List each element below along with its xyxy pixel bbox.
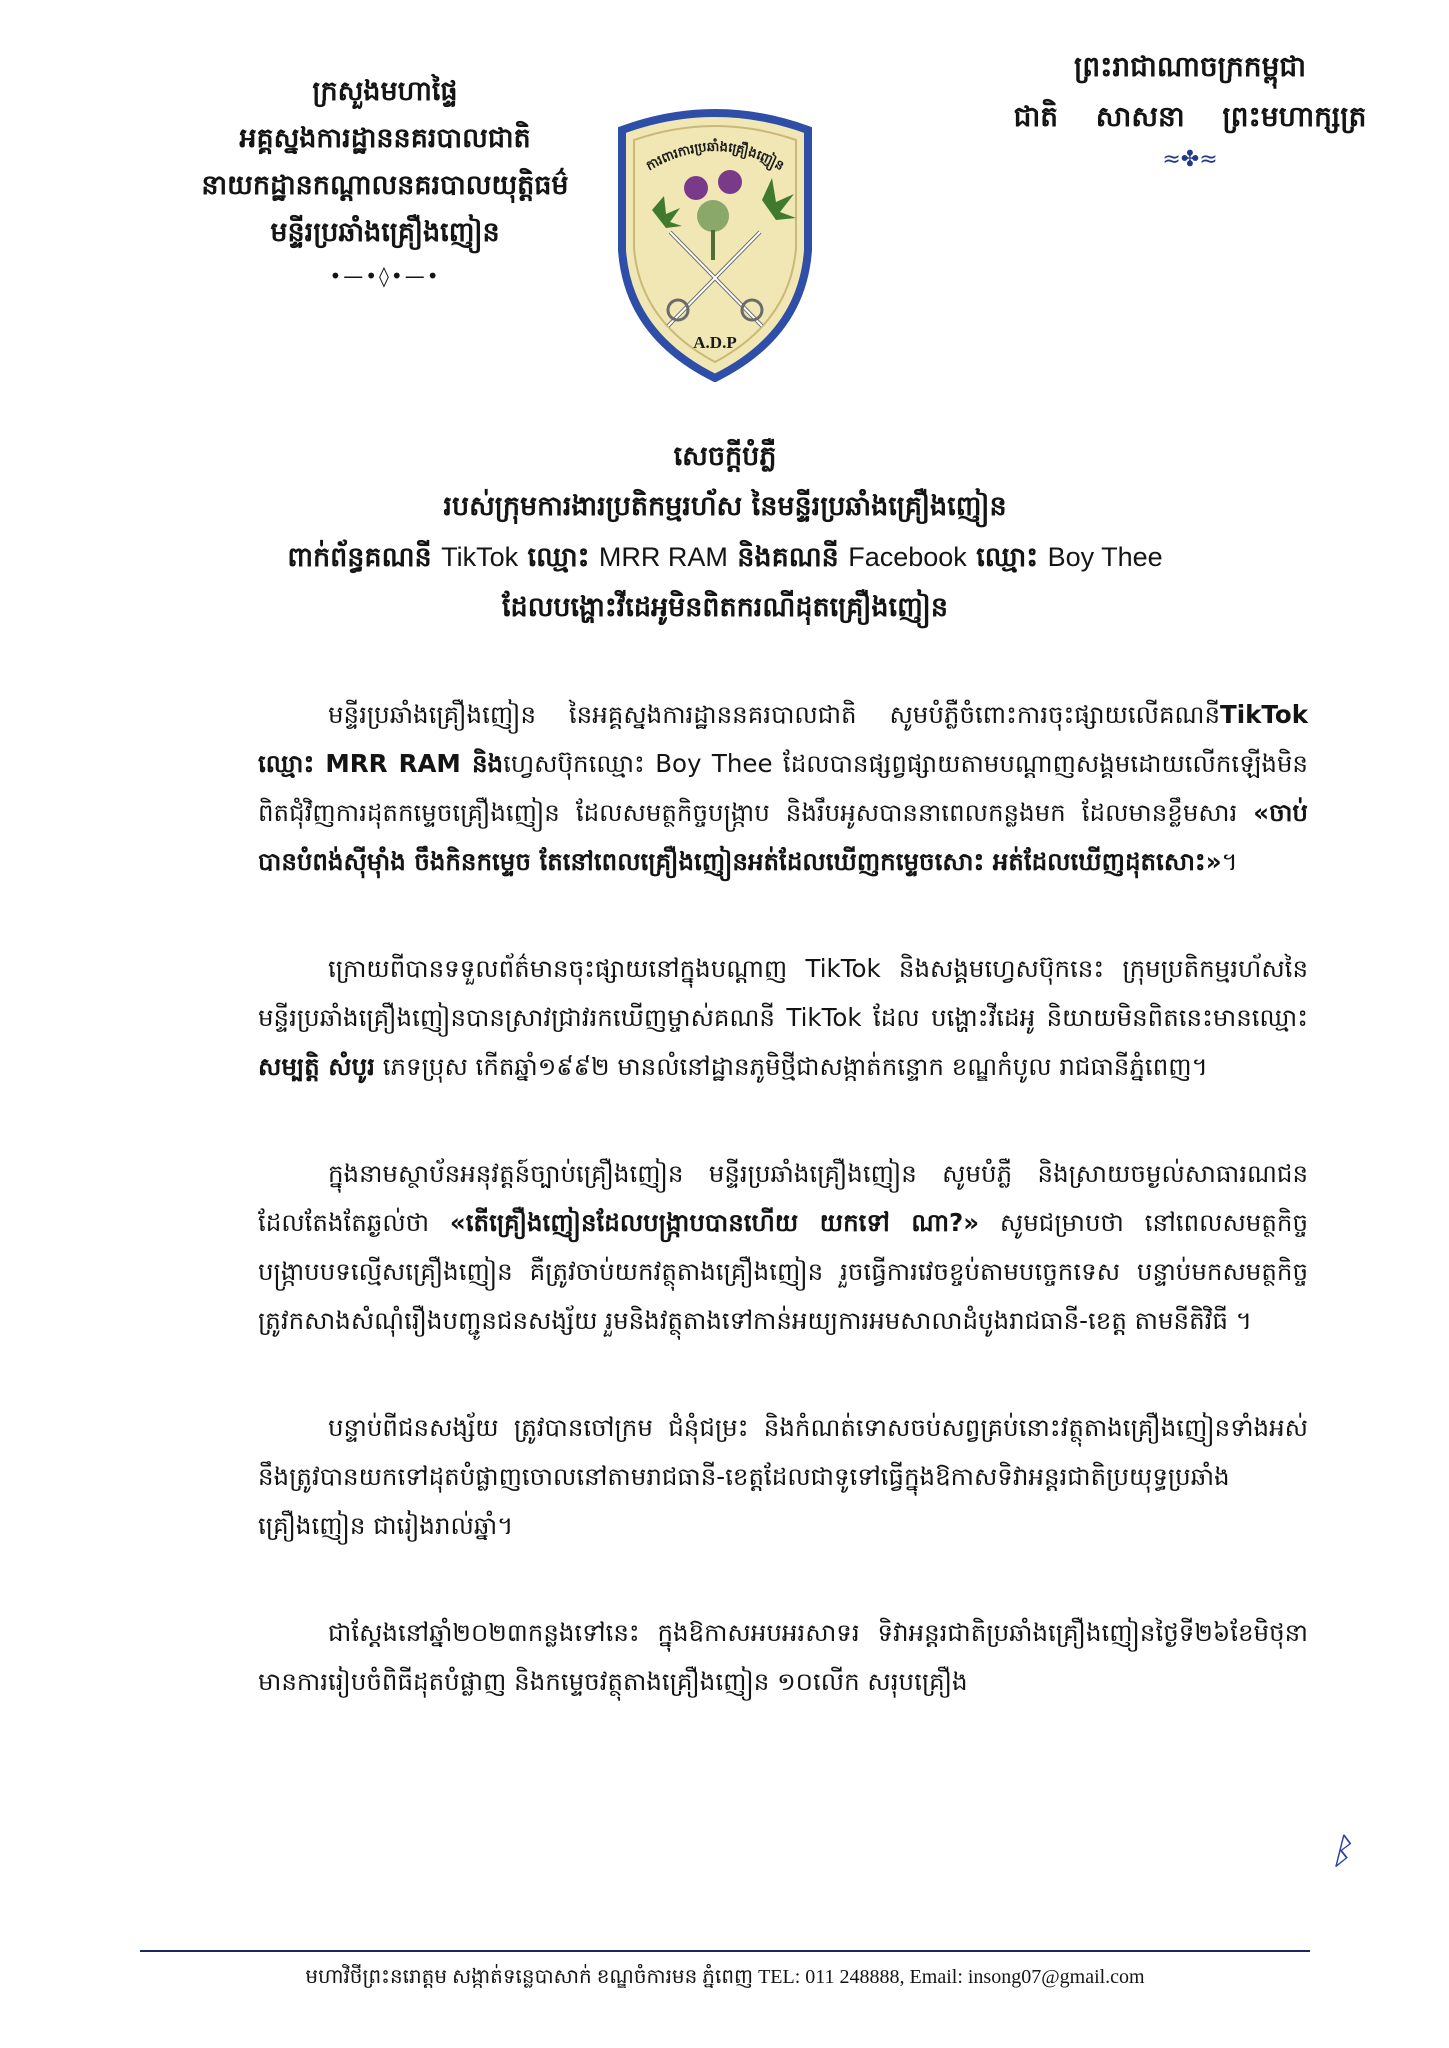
paragraph-text: ក្នុងនាមស្ថាប័នអនុវត្តន៍ច្បាប់គ្រឿងញៀន មន្ទីរប្រឆាំងគ្រឿងញៀន សូមបំភ្លឺ និងស្រាយចម្ងល់សាធារណជន ដែលតែងតែឆ្ងល់ថា <box>258 1159 1308 1237</box>
paragraph-text: ក្រោយពីបានទទួលព័ត៌មានចុះផ្សាយនៅក្នុងបណ្តាញ TikTok និងសង្គមហ្វេសប៊ុកនេះ ក្រុមប្រតិកម្មរហ័សនៃមន្ទីរប្រឆាំងគ្រឿងញៀនបានស្រាវជ្រាវរកឃើញម្ចាស់គណនី TikTok ដែល បង្ហោះវីដេអូ និយាយមិនពិតនេះមានឈ្មោះ <box>258 954 1308 1032</box>
statement-body <box>258 690 1308 1764</box>
title-line-3 <box>200 532 1250 583</box>
title-segment: ឈ្មោះ <box>527 542 590 573</box>
title-segment: និងគណនី <box>737 542 839 573</box>
paragraph-1 <box>258 690 1308 886</box>
ministry-header <box>170 68 600 296</box>
statement-title <box>200 432 1250 633</box>
title-segment-tiktok: TikTok <box>441 542 519 572</box>
quoted-claim: «ចាប់បានបំពង់ស៊ីម៉ាំង ចឹងកិនកម្ទេច តែនៅពេលគ្រឿងញៀនអត់ដែលឃើញកម្ទេចសោះ អត់ដែលឃើញដុតសោះ» <box>258 798 1308 876</box>
account-owner-name: សម្បត្តិ សំបូរ <box>258 1052 375 1081</box>
motto-king: ព្រះមហាក្សត្រ <box>1222 100 1367 133</box>
title-line-1: សេចក្តីបំភ្លឺ <box>673 441 777 472</box>
title-segment-mrr-ram: MRR RAM <box>598 542 728 572</box>
paragraph-4: បន្ទាប់ពីជនសង្ស័យ ត្រូវបានចៅក្រម ជំនុំជម្រះ និងកំណត់ទោសចប់សព្វគ្រប់នោះវត្ថុតាងគ្រឿងញៀនទាំងអស់ នឹងត្រូវបានយកទៅដុតបំផ្លាញចោលនៅតាមរាជធានី-ខេត្តដែលជាទូទៅធ្វើក្នុងឱកាសទិវាអន្តរជាតិប្រយុទ្ធប្រឆាំងគ្រឿងញៀន ជារៀងរាល់ឆ្នាំ។ <box>258 1413 1308 1540</box>
title-segment: ពាក់ព័ន្ធគណនី <box>287 542 432 573</box>
motto-nation: ជាតិ <box>1013 100 1059 133</box>
kingdom-header <box>970 42 1410 178</box>
paragraph-text: ភេទប្រុស កើតឆ្នាំ១៩៩២ មានលំនៅដ្ឋានភូមិថ្មីជាសង្កាត់កន្ទោក ខណ្ឌកំបូល រាជធានីភ្នំពេញ។ <box>374 1052 1208 1081</box>
paragraph-text: ហ្វេសប៊ុកឈ្មោះ Boy Thee ដែលបានផ្សព្វផ្សាយតាមបណ្តាញសង្គមដោយលើកឡើងមិនពិតជុំវិញការដុតកម្ទេចគ្រឿងញៀន ដែលសមត្ថកិច្ចបង្ក្រាប និងរឹបអូសបាននាពេលកន្លងមក ដែលមានខ្លឹមសារ <box>258 749 1308 827</box>
national-motto <box>970 92 1410 142</box>
kingdom-name: ព្រះរាជាណាចក្រកម្ពុជា <box>1073 50 1306 83</box>
adp-emblem-logo <box>612 100 818 382</box>
emblem-arc-text: ការពារការប្រឆាំងគ្រឿងញៀន <box>643 139 787 175</box>
paragraph-bold-text: TikTok ឈ្មោះ MRR RAM និង <box>258 700 1308 778</box>
paragraph-text: មន្ទីរប្រឆាំងគ្រឿងញៀន នៃអគ្គស្នងការដ្ឋាននគរបាលជាតិ សូមបំភ្លឺចំពោះការចុះផ្សាយលើគណនី <box>328 700 1220 729</box>
handwritten-initial: ᛒ <box>1330 1831 1352 1872</box>
public-question: «តើគ្រឿងញៀនដែលបង្ក្រាបបានហើយ យកទៅ ណា?» <box>449 1208 980 1237</box>
header-ornament-right: ≈✤≈ <box>1162 147 1218 172</box>
footer-address: មហាវិថីព្រះនរោត្តម សង្កាត់ទន្លេបាសាក់ ខណ្ឌចំការមន ភ្នំពេញ TEL: 011 248888, Email: insong07@gmail.com <box>305 1966 1145 1988</box>
paragraph-5: ជាស្តែងនៅឆ្នាំ២០២៣កន្លងទៅនេះ ក្នុងឱកាសអបអរសាទរ ទិវាអន្តរជាតិប្រឆាំងគ្រឿងញៀនថ្ងៃទី២៦ខែមិថុនា មានការរៀបចំពិធីដុតបំផ្លាញ និងកម្ទេចវត្ថុតាងគ្រឿងញៀន ១០លើក សរុបគ្រឿង <box>258 1618 1308 1696</box>
central-department-name: នាយកដ្ឋានកណ្តាលនគរបាលយុត្តិធម៌ <box>201 170 569 201</box>
header-ornament-left: •—•◊•—• <box>329 264 441 288</box>
title-segment-boy-thee: Boy Thee <box>1047 542 1163 572</box>
paragraph-3 <box>258 1149 1308 1345</box>
title-segment-facebook: Facebook <box>848 542 967 572</box>
paragraph-text: សូមជម្រាបថា នៅពេលសមត្ថកិច្ចបង្ក្រាបបទល្មើសគ្រឿងញៀន គឺត្រូវចាប់យកវត្ថុតាងគ្រឿងញៀន រួចធ្វើការវេចខ្ចប់តាមបច្ចេកទេស បន្ទាប់មកសមត្ថកិច្ចត្រូវកសាងសំណុំរឿងបញ្ជូនជនសង្ស័យ រួមនិងវត្ថុតាងទៅកាន់អយ្យការអមសាលាដំបូងរាជធានី-ខេត្ត តាមនីតិវិធី ។ <box>258 1208 1308 1335</box>
motto-religion: សាសនា <box>1095 100 1185 133</box>
title-line-2: របស់ក្រុមការងារប្រតិកម្មរហ័ស នៃមន្ទីរប្រឆាំងគ្រឿងញៀន <box>443 491 1007 522</box>
paragraph-text: ។ <box>1221 847 1238 876</box>
general-commissariat-name: អគ្គស្នងការដ្ឋាននគរបាលជាតិ <box>239 123 531 154</box>
footer-rule <box>140 1950 1310 1952</box>
ministry-name: ក្រសួងមហាផ្ទៃ <box>312 76 458 107</box>
title-segment: ឈ្មោះ <box>976 542 1039 573</box>
paragraph-2 <box>258 944 1308 1091</box>
emblem-caption: A.D.P <box>693 333 737 352</box>
title-line-4: ដែលបង្ហោះវីដេអូមិនពិតករណីដុតគ្រឿងញៀន <box>501 592 948 623</box>
anti-drug-department-name: មន្ទីរប្រឆាំងគ្រឿងញៀន <box>270 217 500 248</box>
